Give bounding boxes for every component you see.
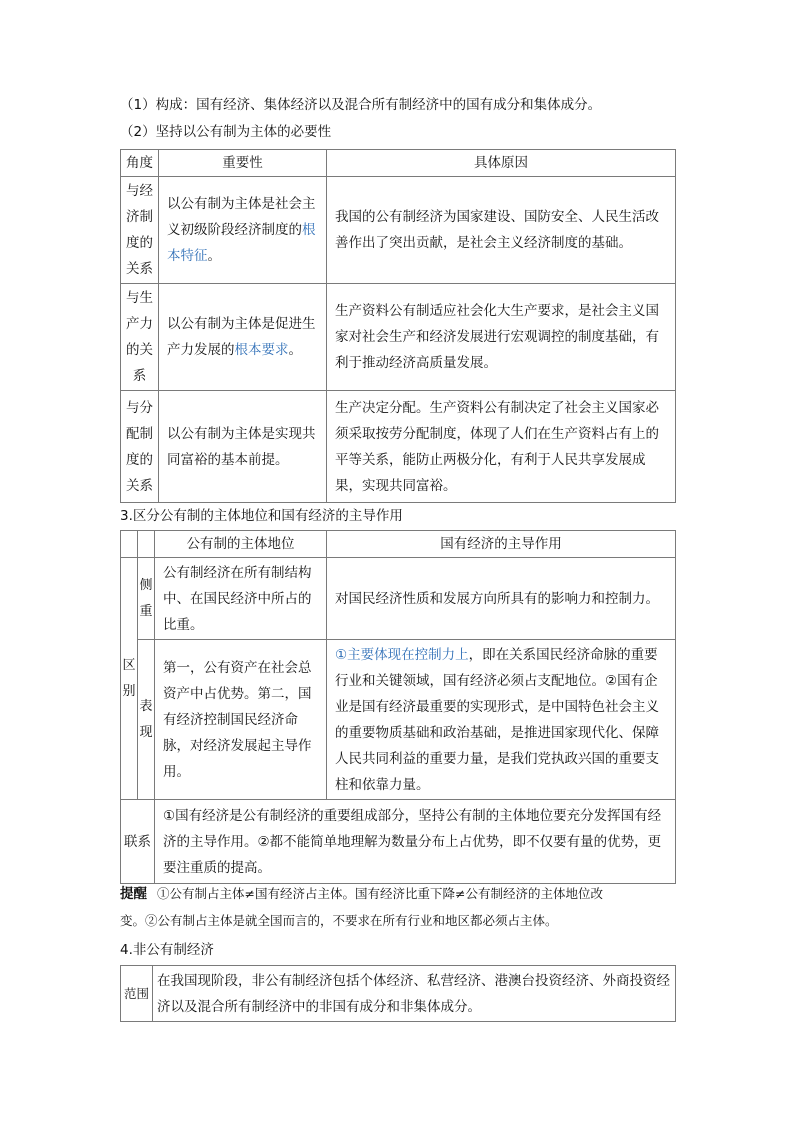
- highlight-text: 根本要求: [234, 342, 289, 358]
- section4-heading: 4.非公有制经济: [120, 942, 214, 958]
- header-public-ownership: 公有制的主体地位: [155, 531, 327, 558]
- row-importance: 以公有制为主体是实现共同富裕的基本前提。: [159, 391, 327, 503]
- header-empty: [138, 531, 155, 558]
- table-row: [121, 558, 676, 640]
- table-row: [121, 177, 676, 284]
- scope-label: 范围: [121, 966, 153, 1022]
- row-reason: 生产决定分配。生产资料公有制决定了社会主义国家必须采取按劳分配制度，体现了人们在生产资料占有上的平等关系，能防止两极分化，有利于人民共享发展成果，实现共同富裕。: [327, 391, 676, 503]
- row-importance: 以公有制为主体是社会主义初级阶段经济制度的根本特征。: [159, 177, 327, 284]
- scope-table: [120, 965, 676, 1022]
- table-row: [121, 640, 676, 800]
- row-angle: 与经济制度的关系: [121, 177, 159, 284]
- table-row: [121, 284, 676, 391]
- necessity-heading: （2）坚持以公有制为主体的必要性: [120, 124, 332, 140]
- section3-heading: 3.区分公有制的主体地位和国有经济的主导作用: [120, 508, 403, 524]
- row-angle: 与分配制度的关系: [121, 391, 159, 503]
- highlight-text: ①主要体现在控制力上: [335, 646, 469, 663]
- header-angle: 角度: [121, 150, 159, 177]
- header-state-economy: 国有经济的主导作用: [327, 531, 676, 558]
- row-label-focus: 侧重: [138, 558, 155, 640]
- link-label: 联系: [121, 800, 155, 884]
- composition-line: （1）构成：国有经济、集体经济以及混合所有制经济中的国有成分和集体成分。: [120, 97, 602, 113]
- row-label-manifestation: 表现: [138, 640, 155, 800]
- row-left: 公有制经济在所有制结构中、在国民经济中所占的比重。: [155, 558, 327, 640]
- comparison-table: [120, 530, 676, 884]
- highlight-text: 根本特征: [167, 222, 316, 264]
- reminder-line-1: 提醒 ①公有制占主体≠国有经济占主体。国有经济比重下降≠公有制经济的主体地位改: [120, 886, 603, 902]
- table-row: [121, 800, 676, 884]
- link-text: ①国有经济是公有制经济的重要组成部分，坚持公有制的主体地位要充分发挥国有经济的主导作用。②都不能简单地理解为数量分布上占优势，即不仅要有量的优势，更要注重质的提高。: [155, 800, 676, 884]
- reminder-line-2: 变。②公有制占主体是就全国而言的，不要求在所有行业和地区都必须占主体。: [120, 913, 558, 928]
- scope-text: 在我国现阶段，非公有制经济包括个体经济、私营经济、港澳台投资经济、外商投资经济以及混合所有制经济中的非国有成分和非集体成分。: [153, 966, 676, 1022]
- row-right: ①主要体现在控制力上，即在关系国民经济命脉的重要行业和关键领域，国有经济必须占支配地位。②国有企业是国有经济最重要的实现形式，是中国特色社会主义的重要物质基础和政治基础，是推进国家现代化、保障人民共同利益的重要力量，是我们党执政兴国的重要支柱和依靠力量。: [327, 640, 676, 800]
- row-importance: 以公有制为主体是促进生产力发展的根本要求。: [159, 284, 327, 391]
- table-row: [121, 966, 676, 1022]
- necessity-table: [120, 149, 676, 503]
- row-left: 第一，公有资产在社会总资产中占优势。第二，国有经济控制国民经济命脉，对经济发展起主导作用。: [155, 640, 327, 800]
- header-importance: 重要性: [159, 150, 327, 177]
- row-reason: 我国的公有制经济为国家建设、国防安全、人民生活改善作出了突出贡献，是社会主义经济制度的基础。: [327, 177, 676, 284]
- row-reason: 生产资料公有制适应社会化大生产要求，是社会主义国家对社会生产和经济发展进行宏观调控的制度基础，有利于推动经济高质量发展。: [327, 284, 676, 391]
- group-label-difference: 区别: [121, 558, 138, 800]
- row-angle: 与生产力的关系: [121, 284, 159, 391]
- header-empty: [121, 531, 138, 558]
- table-header-row: [121, 531, 676, 558]
- table-header-row: [121, 150, 676, 177]
- header-reason: 具体原因: [327, 150, 676, 177]
- table-row: [121, 391, 676, 503]
- row-right: 对国民经济性质和发展方向所具有的影响力和控制力。: [327, 558, 676, 640]
- reminder-label: 提醒: [120, 886, 147, 902]
